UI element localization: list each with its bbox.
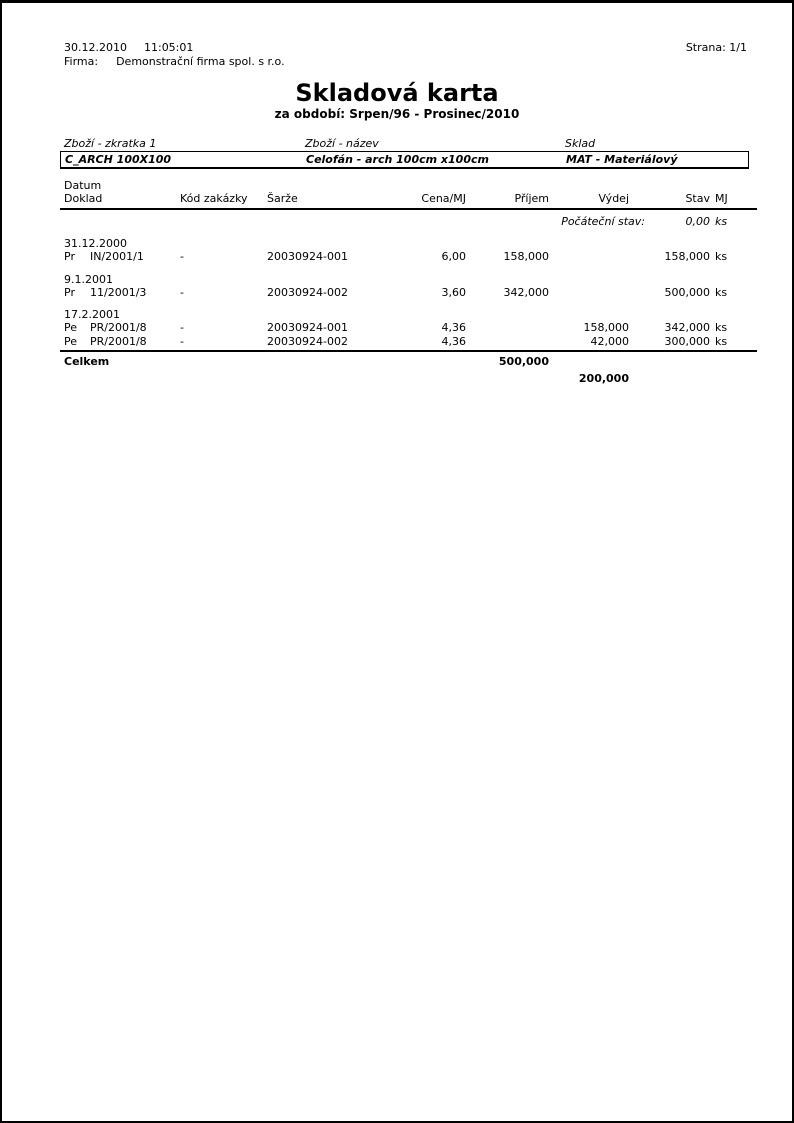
report-date: 30.12.2010 [64,41,127,54]
cell-kod-zakazky: - [180,321,184,334]
cell-sarze: 20030924-002 [267,334,348,348]
table-row [64,335,792,349]
cell-stav: 342,000 [664,321,710,334]
opening-balance-row [64,215,792,229]
cell-doklad [64,335,175,349]
cell-stav: 300,000 [664,334,710,348]
item-shortcut-value: C_ARCH 100X100 [65,153,172,166]
cell-sarze: 20030924-001 [267,321,348,334]
doc-number: 11/2001/3 [90,285,147,299]
column-header-prijem: Příjem [514,192,549,205]
company-name: Demonstrační firma spol. s r.o. [116,55,285,68]
total-row [64,355,792,369]
cell-prijem: 158,000 [503,250,549,263]
group-date: 31.12.2000 [64,237,127,250]
cell-cena-mj: 4,36 [441,334,466,348]
opening-balance-value: 0,00 [685,214,710,228]
item-name-value: Celofán - arch 100cm x100cm [306,153,489,166]
item-labels-row [2,137,792,151]
cell-stav: 500,000 [664,285,710,299]
doc-type: Pr [64,285,75,299]
column-header-cena-mj: Cena/MJ [421,192,466,205]
total-label: Celkem [64,355,110,368]
company-row [64,55,747,68]
cell-vydej: 158,000 [583,321,629,334]
cell-vydej [549,250,629,264]
cell-cena-mj: 3,60 [441,285,466,299]
doc-type: Pr [64,250,75,263]
item-shortcut-label: Zboží - zkratka 1 [64,137,157,150]
cell-prijem [466,335,549,349]
cell-vydej [549,286,629,300]
page-number: Strana: 1/1 [685,41,747,54]
total-vydej-row [64,372,792,386]
cell-doklad [64,321,175,335]
cell-doklad [64,250,175,264]
cell-mj: ks [715,321,728,334]
opening-balance-label: Počáteční stav: [561,214,645,228]
table-row [64,250,792,264]
column-header-stav: Stav [685,192,710,205]
warehouse-label: Sklad [565,137,596,150]
cell-kod-zakazky: - [180,250,184,263]
cell-mj: ks [715,334,728,348]
cell-vydej: 42,000 [590,334,629,348]
report-subtitle: za období: Srpen/96 - Prosinec/2010 [274,107,520,121]
cell-cena-mj: 6,00 [441,250,466,263]
total-prijem: 500,000 [498,355,549,368]
cell-sarze: 20030924-001 [267,250,348,263]
table-row [64,321,792,335]
cell-prijem: 342,000 [503,285,549,299]
cell-stav: 158,000 [664,250,710,263]
column-header-datum: Datum [64,179,102,192]
column-header-kod-zakazky: Kód zakázky [180,192,248,205]
doc-type: Pe [64,334,78,348]
cell-doklad [64,286,175,300]
report-time: 11:05:01 [143,41,194,54]
header-divider-rule [60,208,757,210]
warehouse-value: MAT - Materiálový [566,153,678,166]
company-label: Firma: [64,55,99,68]
doc-number: PR/2001/8 [90,334,147,348]
opening-balance-unit: ks [715,214,728,228]
table-header-row [64,192,792,206]
cell-mj: ks [715,250,728,263]
column-header-mj: MJ [715,192,728,205]
total-vydej: 200,000 [578,371,629,385]
cell-sarze: 20030924-002 [267,285,348,299]
cell-prijem [466,321,549,335]
column-header-doklad: Doklad [64,192,103,205]
footer-divider-rule [60,350,757,352]
item-values-box [60,151,749,169]
column-header-sarze: Šarže [267,192,298,205]
group-date: 17.2.2001 [64,308,120,321]
doc-number: IN/2001/1 [90,250,144,263]
doc-type: Pe [64,321,78,334]
column-header-vydej: Výdej [598,192,629,205]
doc-number: PR/2001/8 [90,321,147,334]
group-date: 9.1.2001 [64,272,113,286]
item-name-label: Zboží - název [305,137,379,150]
table-row [64,286,792,300]
report-title: Skladová karta [295,79,499,107]
cell-kod-zakazky: - [180,334,184,348]
report-datetime [64,41,193,54]
cell-mj: ks [715,285,728,299]
total-cell [64,355,549,369]
cell-cena-mj: 4,36 [441,321,466,334]
report-meta-row [64,41,747,54]
cell-kod-zakazky: - [180,285,184,299]
